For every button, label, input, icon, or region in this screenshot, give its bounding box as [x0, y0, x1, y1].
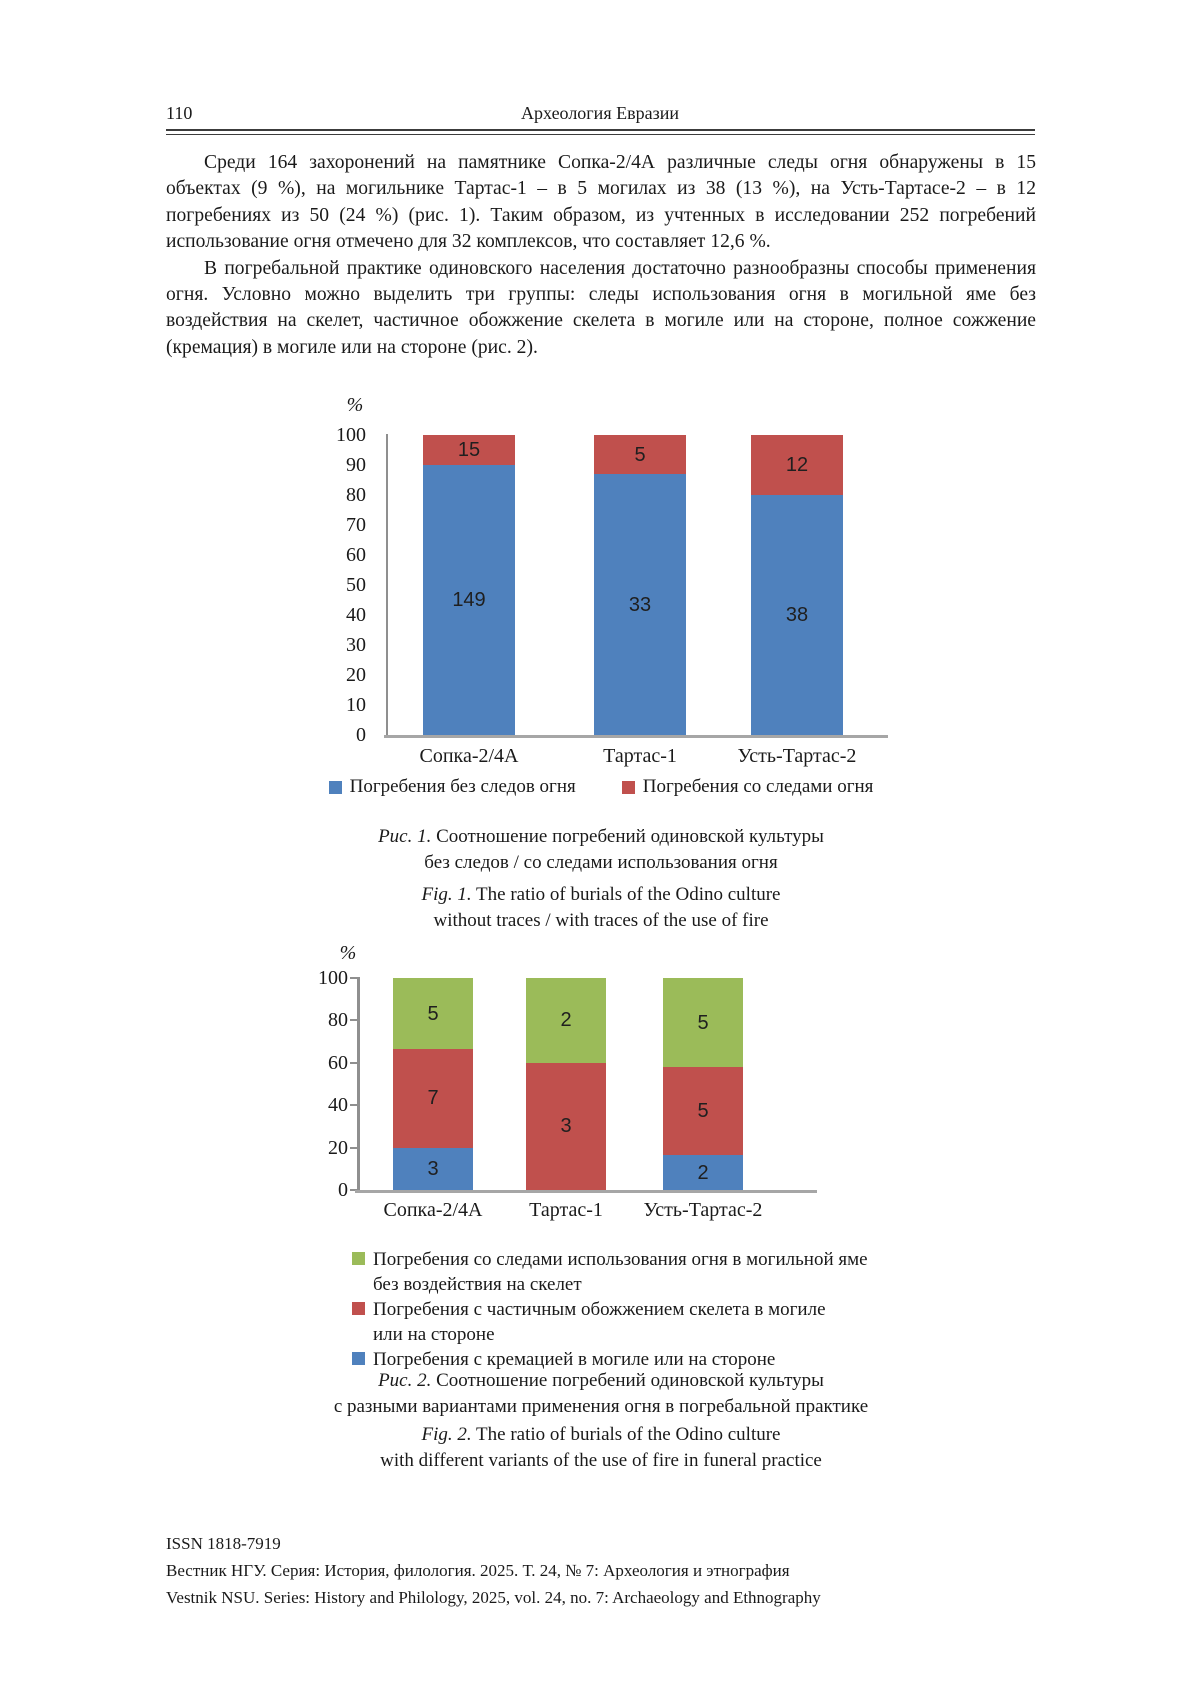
- y-tick-label: 50: [346, 574, 366, 596]
- y-tick-label: 20: [346, 664, 366, 686]
- y-tick-label: 90: [346, 454, 366, 476]
- x-axis-line: [355, 1190, 817, 1193]
- legend-swatch-red: [352, 1302, 365, 1315]
- legend-label: Погребения без следов огня: [349, 776, 576, 797]
- bar-value-label: 2: [560, 1009, 572, 1032]
- figure1-caption-ru: Рис. 1. Соотношение погребений одиновской культуры без следов / со следами использования огня: [378, 826, 824, 873]
- legend-label: Погребения со следами огня: [642, 776, 874, 797]
- y-tick-label: 80: [346, 484, 366, 506]
- header-rule: [166, 129, 1035, 135]
- figure2-stacked-bar-chart: [300, 938, 920, 1238]
- bar-value-label: 2: [697, 1161, 709, 1184]
- bar-value-label: 7: [427, 1087, 439, 1110]
- bar-value-label: 12: [785, 454, 809, 476]
- legend-label: Погребения с кремацией в могиле или на стороне: [373, 1349, 776, 1370]
- y-tick-label: 100: [318, 967, 348, 989]
- bar-value-label: 3: [427, 1157, 439, 1180]
- y-tick-label: 0: [356, 724, 366, 746]
- caption-label: Fig. 2.: [421, 1424, 472, 1445]
- figure2-legend: [352, 1247, 912, 1372]
- journal-footer: [166, 1531, 821, 1611]
- y-tick-label: 100: [336, 424, 366, 446]
- bar-value-label: 3: [560, 1115, 572, 1138]
- legend-item: [622, 776, 874, 798]
- footer-line-en: Vestnik NSU. Series: History and Philology, 2025, vol. 24, no. 7: Archaeology and Ethnography: [166, 1587, 821, 1607]
- legend-swatch-green: [352, 1252, 365, 1265]
- y-tick-label: 0: [338, 1179, 348, 1201]
- page-number: 110: [166, 103, 193, 123]
- bar-value-label: 149: [452, 589, 486, 611]
- figure2-caption-en: Fig. 2. The ratio of burials of the Odino culture with different variants of the use of fire in funeral practice: [380, 1424, 822, 1471]
- legend-item: [352, 1247, 912, 1297]
- category-label: Усть-Тартас-2: [643, 1199, 763, 1221]
- y-tick-label: 80: [328, 1009, 348, 1032]
- y-tick-label: 70: [346, 514, 366, 536]
- figure1-legend: [166, 776, 1036, 798]
- category-label: Сопка-2/4А: [419, 745, 519, 767]
- y-axis-line: [357, 977, 360, 1191]
- footer-line-ru: Вестник НГУ. Серия: История, филология. 2025. Т. 24, № 7: Археология и этнография: [166, 1560, 790, 1580]
- bar-value-label: 15: [457, 439, 481, 461]
- caption-label: Рис. 2.: [378, 1370, 432, 1391]
- y-tick-label: 10: [346, 694, 366, 716]
- category-label: Тартас-1: [603, 745, 677, 767]
- caption-label: Fig. 1.: [421, 884, 472, 905]
- bar-value-label: 5: [634, 443, 646, 466]
- category-label: Тартас-1: [529, 1199, 603, 1221]
- y-tick-label: 40: [328, 1094, 348, 1117]
- legend-swatch-red: [622, 781, 635, 794]
- x-axis-line: [384, 735, 888, 738]
- paragraph: В погребальной практике одиновского населения достаточно разнообразны способы применения огня. Условно можно выделить три группы: следы использования огня в могильной яме без воздействия на скелет, частичное обожжение скелета в могиле или на стороне, полное сожжение (кремация) в могиле или на стороне (рис. 2).: [166, 257, 1036, 358]
- y-tick-label: 30: [346, 634, 366, 656]
- y-tick-label: 60: [346, 544, 366, 566]
- running-title: Археология Евразии: [521, 103, 679, 123]
- legend-swatch-blue: [352, 1352, 365, 1365]
- paragraph: Среди 164 захоронений на памятнике Сопка-2/4А различные следы огня обнаружены в 15 объектах (9 %), на могильнике Тартас-1 – в 5 могилах из 38 (13 %), на Усть-Тартасе-2 – в 12 погребениях из 50 (24 %) (рис. 1). Таким образом, из учтенных в исследовании 252 погребений использование огня отмечено для 32 комплексов, что составляет 12,6 %.: [166, 152, 1036, 253]
- bar-value-label: 5: [427, 1002, 439, 1025]
- y-axis-line: [386, 434, 388, 736]
- legend-item: [352, 1297, 912, 1347]
- legend-swatch-blue: [329, 781, 342, 794]
- y-tick-label: 20: [328, 1136, 348, 1159]
- legend-label: Погребения со следами использования огня в могильной яме без воздействия на скелет: [373, 1249, 868, 1295]
- bar-value-label: 38: [785, 604, 809, 626]
- legend-item: [329, 776, 576, 798]
- axis-unit-label: %: [346, 394, 364, 416]
- figure2-caption-ru: Рис. 2. Соотношение погребений одиновской культуры с разными вариантами применения огня в погребальной практике: [333, 1370, 869, 1417]
- y-tick-label: 60: [328, 1051, 348, 1074]
- article-text: [166, 150, 1036, 361]
- category-label: Усть-Тартас-2: [737, 745, 857, 767]
- figure1-caption-en: Fig. 1. The ratio of burials of the Odino culture without traces / with traces of the use of fire: [421, 884, 781, 931]
- bar-value-label: 5: [697, 1011, 709, 1034]
- caption-label: Рис. 1.: [378, 826, 432, 847]
- category-label: Сопка-2/4А: [383, 1199, 483, 1221]
- y-tick-label: 40: [346, 604, 366, 626]
- legend-label: Погребения с частичным обожжением скелета в могиле или на стороне: [373, 1299, 826, 1345]
- bar-value-label: 5: [697, 1100, 709, 1123]
- figure1-stacked-bar-chart: [300, 364, 920, 794]
- issn: ISSN 1818-7919: [166, 1534, 281, 1553]
- bar-value-label: 33: [628, 593, 652, 616]
- axis-unit-label: %: [339, 942, 357, 964]
